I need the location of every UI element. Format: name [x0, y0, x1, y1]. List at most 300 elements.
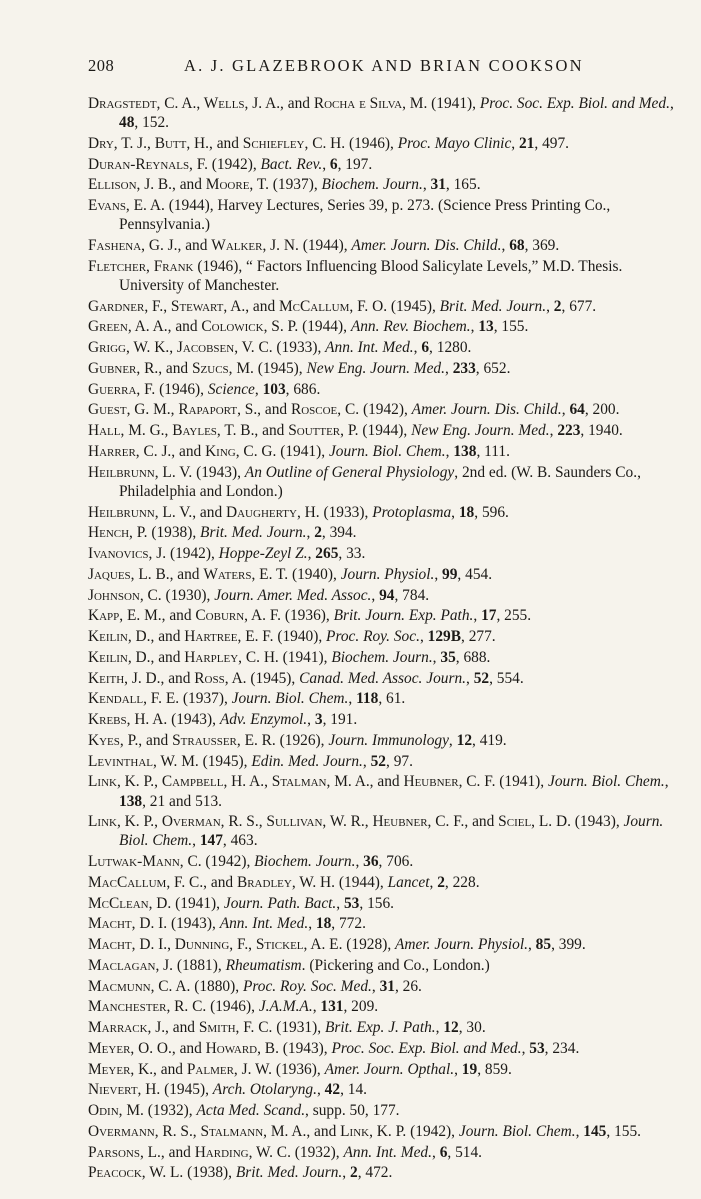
reference-text: (1943), [170, 915, 220, 933]
reference-author: Palmer, J. W. [186, 1060, 276, 1078]
reference-entry [88, 155, 681, 174]
reference-text: (1944), [338, 873, 388, 891]
reference-text: and [146, 731, 173, 749]
reference-text: (1932), [147, 1102, 197, 1120]
reference-volume: 99 [442, 565, 458, 583]
reference-text: (1943), [196, 463, 245, 481]
reference-volume: 18 [315, 915, 332, 933]
reference-text: (1944), Harvey Lectures, Series 39, p. 273. (Science Press Printing Co., Pennsylvania.) [119, 197, 611, 234]
reference-journal: J.A.M.A. [258, 998, 313, 1016]
reference-text: , 369. [524, 237, 560, 255]
reference-volume: 2 [437, 873, 445, 891]
reference-text: , [307, 711, 315, 729]
reference-author: Keilin, D., [88, 648, 159, 666]
reference-text: and [472, 813, 499, 831]
reference-text: , 514. [447, 1143, 483, 1161]
reference-author: Johnson, C. [88, 586, 166, 604]
reference-text: (1945), [390, 297, 440, 315]
reference-text: , 155. [606, 1122, 642, 1140]
reference-author: Parsons, L., [88, 1143, 169, 1161]
reference-text: , [307, 545, 316, 563]
reference-entry [88, 400, 681, 419]
reference-text: , 497. [534, 134, 570, 152]
reference-volume: 53 [529, 1039, 545, 1057]
reference-volume: 2 [349, 1164, 358, 1182]
reference-journal: Ann. Int. Med. [325, 339, 414, 357]
reference-author: Moore, T. [205, 176, 273, 194]
reference-text: , [342, 1164, 350, 1182]
reference-text: , 706. [378, 853, 414, 871]
reference-author: Lutwak-Mann, C. [88, 853, 206, 871]
reference-journal: Proc. Mayo Clinic [397, 134, 512, 152]
reference-entry [88, 606, 681, 625]
reference-author: Bradley, W. H. [236, 873, 339, 891]
reference-author: Keith, J. D., [88, 669, 169, 687]
reference-author: Smith, F. C. [198, 1019, 277, 1037]
reference-text: (1946), [210, 998, 259, 1016]
reference-text: and [168, 1143, 195, 1161]
reference-text: , [254, 380, 263, 398]
reference-author: Harding, W. C. [194, 1143, 295, 1161]
reference-entry [88, 380, 681, 399]
reference-text: (1941), [431, 95, 480, 112]
reference-text: (1933), [323, 503, 373, 521]
reference-author: Strausser, E. R. [172, 731, 280, 749]
reference-entry [88, 503, 681, 522]
reference-author: McClean, D. [88, 894, 176, 912]
reference-text: , 156. [359, 894, 395, 912]
reference-author: Meyer, K., [88, 1060, 161, 1078]
reference-entry [88, 752, 681, 771]
reference-journal: Proc. Roy. Soc. [326, 628, 420, 646]
reference-author: Marrack, J., [88, 1019, 173, 1037]
reference-text: , [312, 998, 321, 1016]
reference-text: , 2nd ed. (W. B. Saunders Co., Philadelphia and London.) [119, 463, 641, 500]
reference-volume: 48 [119, 114, 135, 132]
reference-volume: 131 [320, 998, 344, 1016]
reference-entry [88, 442, 681, 461]
reference-journal: Science [207, 380, 255, 398]
reference-text: , [561, 401, 570, 419]
reference-author: Heilbrunn, L. V., [88, 503, 200, 521]
reference-author: Link, K. P., Overman, R. S., Sullivan, W. R., Heubner, C. F., [88, 813, 473, 831]
reference-text: (1930), [165, 586, 215, 604]
reference-author: Macmunn, C. A. [88, 977, 195, 995]
reference-author: Kyes, P., [88, 731, 146, 749]
reference-text: , 686. [285, 380, 321, 398]
reference-journal: Biochem. Journ. [254, 853, 356, 871]
reference-text: (1946), [159, 380, 208, 398]
reference-entry [88, 894, 681, 913]
reference-text: , [575, 1122, 584, 1140]
reference-author: Macht, D. I., Dunning, F., Stickel, A. E. [88, 936, 347, 954]
reference-author: Green, A. A., [88, 318, 176, 336]
reference-text: , 33. [338, 545, 366, 563]
reference-text: , [371, 977, 380, 995]
reference-text: , [306, 524, 315, 542]
reference-author: McCallum, F. O. [279, 297, 391, 315]
reference-text: , 165. [445, 176, 481, 194]
reference-author: Macht, D. I. [88, 915, 171, 933]
reference-journal: Brit. Med. Journ. [439, 297, 547, 315]
reference-journal: An Outline of General Physiology [244, 463, 455, 481]
reference-volume: 35 [440, 648, 456, 666]
reference-volume: 94 [379, 586, 395, 604]
reference-list [88, 94, 681, 1183]
reference-journal: New Eng. Journ. Med. [411, 422, 550, 440]
reference-text: , [470, 318, 479, 336]
reference-text: , supp. 50, 177. [305, 1102, 400, 1120]
reference-text: (1926), [279, 731, 329, 749]
reference-text: , [546, 297, 554, 315]
reference-author: MacCallum, F. C., [88, 873, 211, 891]
reference-journal: Proc. Soc. Exp. Biol. and Med. [479, 95, 670, 112]
reference-text: , 277. [461, 628, 496, 646]
reference-author: Meyer, O. O., [88, 1039, 180, 1057]
reference-text: (1937), [182, 690, 232, 708]
reference-text: (1938), [151, 524, 201, 542]
reference-journal: Journ. Biol. Chem. [328, 442, 446, 460]
reference-journal: Journ. Biol. Chem. [458, 1122, 576, 1140]
reference-text: , 234. [544, 1039, 580, 1057]
reference-text: , [466, 669, 474, 687]
reference-volume: 31 [379, 977, 395, 995]
reference-text: and [377, 773, 404, 791]
reference-volume: 36 [363, 853, 379, 871]
reference-entry [88, 236, 681, 255]
reference-text: (1880), [194, 977, 243, 995]
reference-author: Manchester, R. C. [88, 998, 211, 1016]
reference-text: and [178, 442, 206, 460]
reference-volume: 13 [478, 318, 494, 336]
reference-journal: Amer. Journ. Dis. Child. [411, 401, 562, 419]
reference-text: , 472. [357, 1164, 393, 1182]
reference-text: (1945), [250, 669, 300, 687]
reference-text: , 784. [394, 586, 430, 604]
reference-text: (1945), [202, 752, 252, 770]
reference-entry [88, 812, 681, 850]
reference-text: , 200. [584, 401, 620, 419]
reference-author: Daugherty, H. [226, 503, 324, 521]
reference-text: , 255. [496, 607, 532, 625]
reference-text: , [432, 648, 441, 666]
reference-entry [88, 565, 681, 584]
reference-journal: Adv. Enzymol. [219, 711, 308, 729]
reference-journal: Journ. Biol. Chem. [231, 690, 349, 708]
reference-entry [88, 710, 681, 729]
reference-text: and [199, 503, 226, 521]
reference-entry [88, 338, 681, 357]
reference-entry [88, 1143, 681, 1162]
reference-journal: Ann. Int. Med. [343, 1143, 432, 1161]
reference-text: (1881), [176, 956, 226, 974]
reference-text: , [429, 873, 438, 891]
reference-author: Guerra, F. [88, 380, 160, 398]
reference-volume: 223 [557, 422, 581, 440]
reference-entry [88, 359, 681, 378]
reference-volume: 6 [329, 155, 338, 173]
reference-text: , 394. [321, 524, 357, 542]
reference-author: Coburn, A. F. [195, 607, 285, 625]
reference-author: Roscoe, C. [290, 401, 363, 419]
reference-journal: Lancet [387, 873, 430, 891]
reference-journal: Proc. Roy. Soc. Med. [242, 977, 372, 995]
reference-text: , [322, 155, 330, 173]
reference-journal: Journ. Amer. Med. Assoc. [214, 586, 372, 604]
reference-text: , 772. [331, 915, 366, 933]
reference-text: , [473, 607, 482, 625]
reference-author: Hartree, E. F. [184, 628, 278, 646]
reference-journal: Amer. Journ. Physiol. [395, 936, 528, 954]
reference-author: Ellison, J. B., [88, 176, 180, 194]
reference-author: Link, K. P. [340, 1122, 411, 1140]
reference-author: Krebs, H. A. [88, 711, 172, 729]
reference-entry [88, 94, 681, 132]
reference-text: and [185, 237, 212, 255]
reference-journal: Ann. Rev. Biochem. [350, 318, 471, 336]
reference-text: , 111. [476, 442, 510, 460]
reference-text: (1932), [294, 1143, 344, 1161]
reference-text: (1940), [277, 628, 327, 646]
reference-author: Heilbrunn, L. V. [88, 463, 197, 481]
reference-text: , [355, 853, 364, 871]
reference-journal: Rheumatism [225, 956, 302, 974]
reference-entry [88, 935, 681, 954]
reference-author: Heubner, C. F. [403, 773, 500, 791]
reference-text: and [262, 422, 289, 440]
reference-volume: 138 [453, 442, 477, 460]
reference-entry [88, 317, 681, 336]
reference-volume: 2 [553, 297, 562, 315]
reference-text: (1945), [164, 1081, 213, 1099]
reference-volume: 19 [461, 1060, 478, 1078]
reference-text: , [192, 832, 200, 850]
reference-text: , [444, 359, 453, 377]
reference-volume: 21 [518, 134, 535, 152]
running-title: A. J. GLAZEBROOK AND BRIAN COOKSON [184, 56, 584, 75]
reference-entry [88, 1018, 681, 1037]
reference-author: Link, K. P., Campbell, H. A., Stalman, M. A., [88, 773, 378, 791]
reference-entry [88, 544, 681, 563]
reference-journal: Edin. Med. Journ. [251, 752, 363, 770]
reference-entry [88, 772, 681, 810]
reference-entry [88, 586, 681, 605]
reference-author: Soutter, P. [288, 422, 363, 440]
reference-volume: 233 [452, 359, 476, 377]
reference-text: , [434, 565, 443, 583]
reference-author: Evans, E. A. [88, 197, 169, 215]
reference-text: , 197. [337, 155, 373, 173]
reference-text: (1946), [348, 134, 398, 152]
reference-journal: Journ. Physiol. [340, 565, 435, 583]
reference-text: , [308, 915, 316, 933]
reference-author: Gardner, F., Stewart, A., [88, 297, 253, 315]
reference-author: Nievert, H. [88, 1081, 165, 1099]
reference-text: and [169, 607, 196, 625]
reference-text: , 688. [455, 648, 491, 666]
reference-journal: Acta Med. Scand. [196, 1102, 306, 1120]
reference-text: , 61. [378, 690, 406, 708]
reference-text: (1942), [211, 155, 261, 173]
reference-author: Odin, M. [88, 1102, 148, 1120]
reference-author: Kendall, F. E. [88, 690, 183, 708]
reference-author: Harpley, C. H. [184, 648, 283, 666]
reference-volume: 2 [314, 524, 322, 542]
reference-journal: Arch. Otolaryng. [212, 1081, 317, 1099]
reference-text: (1945), [257, 359, 307, 377]
page-number: 208 [88, 56, 115, 75]
reference-author: Ivanovics, J. [88, 545, 170, 563]
reference-entry [88, 257, 681, 295]
reference-text: , [336, 894, 344, 912]
reference-entry [88, 689, 681, 708]
reference-volume: 12 [456, 731, 473, 749]
reference-volume: 42 [324, 1081, 341, 1099]
reference-text: , [549, 422, 558, 440]
reference-author: Peacock, W. L. [88, 1164, 188, 1182]
reference-text: , 596. [474, 503, 509, 521]
reference-author: Waters, E. T. [203, 565, 292, 583]
reference-journal: Hoppe-Zeyl Z. [218, 545, 308, 563]
reference-text: , [348, 690, 357, 708]
reference-text: (1941), [280, 442, 329, 460]
reference-journal: Bact. Rev. [260, 155, 323, 173]
reference-text: (1942), [410, 1122, 459, 1140]
reference-text: , [451, 503, 459, 521]
reference-text: and [165, 359, 192, 377]
reference-text: , 209. [343, 998, 379, 1016]
reference-entry [88, 977, 681, 996]
reference-author: Gubner, R., [88, 359, 166, 377]
reference-text: and [168, 669, 195, 687]
reference-entry [88, 648, 681, 667]
reference-text: , [445, 442, 454, 460]
reference-volume: 147 [199, 832, 223, 850]
reference-entry [88, 463, 681, 501]
reference-text: , 859. [477, 1060, 512, 1078]
reference-entry [88, 1039, 681, 1058]
reference-entry [88, 873, 681, 892]
reference-journal: Biochem. Journ. [331, 648, 433, 666]
reference-text: , 1940. [580, 422, 623, 440]
reference-text: , 554. [489, 669, 524, 687]
reference-entry [88, 914, 681, 933]
reference-text: , [669, 95, 674, 112]
reference-author: Levinthal, W. M. [88, 752, 203, 770]
reference-journal: Brit. Exp. J. Path. [324, 1019, 436, 1037]
reference-journal: New Eng. Journ. Med. [306, 359, 445, 377]
reference-text: (1937), [272, 176, 322, 194]
reference-text: and [160, 1060, 187, 1078]
reference-text: , 26. [394, 977, 422, 995]
reference-text: and [216, 134, 243, 152]
reference-text: , [454, 1060, 462, 1078]
reference-text: and [172, 1019, 199, 1037]
reference-text: , [371, 586, 380, 604]
reference-text: , [431, 1143, 440, 1161]
reference-author: Harrer, C. J., [88, 442, 179, 460]
reference-volume: 6 [421, 339, 430, 357]
reference-journal: Brit. Journ. Exp. Path. [333, 607, 474, 625]
reference-text: and [287, 95, 314, 112]
reference-entry [88, 297, 681, 316]
reference-journal: Proc. Soc. Exp. Biol. and Med. [331, 1039, 522, 1057]
reference-volume: 12 [443, 1019, 459, 1037]
reference-entry [88, 1122, 681, 1141]
reference-text: , 419. [472, 731, 507, 749]
reference-text: , [362, 752, 371, 770]
reference-volume: 64 [569, 401, 585, 419]
reference-text: , 21 and 513. [142, 792, 223, 810]
reference-author: Kapp, E. M., [88, 607, 170, 625]
reference-entry [88, 1101, 681, 1120]
reference-text: (1942), [362, 401, 412, 419]
reference-author: Schiefley, C. H. [242, 134, 349, 152]
reference-entry [88, 1163, 681, 1182]
reference-volume: 31 [430, 176, 446, 194]
reference-text: and [158, 648, 185, 666]
reference-author: Colowick, S. P. [201, 318, 303, 336]
reference-text: (1943), [574, 813, 624, 831]
reference-entry [88, 523, 681, 542]
reference-author: Dragstedt, C. A., Wells, J. A., [88, 95, 288, 112]
reference-author: Howard, B. [205, 1039, 283, 1057]
page-header [88, 56, 681, 82]
reference-author: Fashena, G. J., [88, 237, 186, 255]
reference-entry [88, 852, 681, 871]
reference-text: , 14. [340, 1081, 367, 1099]
reference-text: , 97. [386, 752, 413, 770]
reference-text: , 399. [551, 936, 586, 954]
reference-text: , 454. [457, 565, 493, 583]
reference-volume: 52 [370, 752, 386, 770]
reference-text: and [314, 1122, 341, 1140]
reference-text: (1942), [169, 545, 219, 563]
reference-journal: Canad. Med. Assoc. Journ. [299, 669, 466, 687]
reference-text: (1941), [282, 648, 332, 666]
reference-text: (1943), [282, 1039, 332, 1057]
reference-author: Maclagan, J. [88, 956, 177, 974]
reference-text: , 191. [322, 711, 358, 729]
reference-text: , [521, 1039, 530, 1057]
reference-text: (1941), [499, 773, 548, 791]
reference-text: , 463. [222, 832, 258, 850]
reference-text: , [511, 134, 519, 152]
reference-journal: Amer. Journ. Dis. Child. [351, 237, 502, 255]
reference-entry [88, 956, 681, 975]
reference-volume: 6 [439, 1143, 448, 1161]
reference-text: , 677. [561, 297, 597, 315]
reference-journal: Journ. Biol. Chem. [119, 813, 664, 850]
reference-volume: 85 [535, 936, 552, 954]
reference-text: , [413, 339, 422, 357]
reference-entry [88, 1080, 681, 1099]
reference-entry [88, 196, 681, 234]
reference-journal: Amer. Journ. Opthal. [324, 1060, 455, 1078]
reference-journal: Protoplasma [372, 503, 452, 521]
reference-journal: Journ. Biol. Chem. [548, 773, 665, 791]
reference-text: and [210, 873, 237, 891]
reference-volume: 52 [473, 669, 490, 687]
reference-text: , 228. [444, 873, 480, 891]
reference-author: Sciel, L. D. [498, 813, 575, 831]
reference-text: and [175, 318, 202, 336]
reference-text: and [264, 401, 291, 419]
reference-text: and [179, 176, 206, 194]
reference-entry [88, 134, 681, 153]
reference-volume: 17 [481, 607, 497, 625]
reference-text: , [422, 176, 431, 194]
